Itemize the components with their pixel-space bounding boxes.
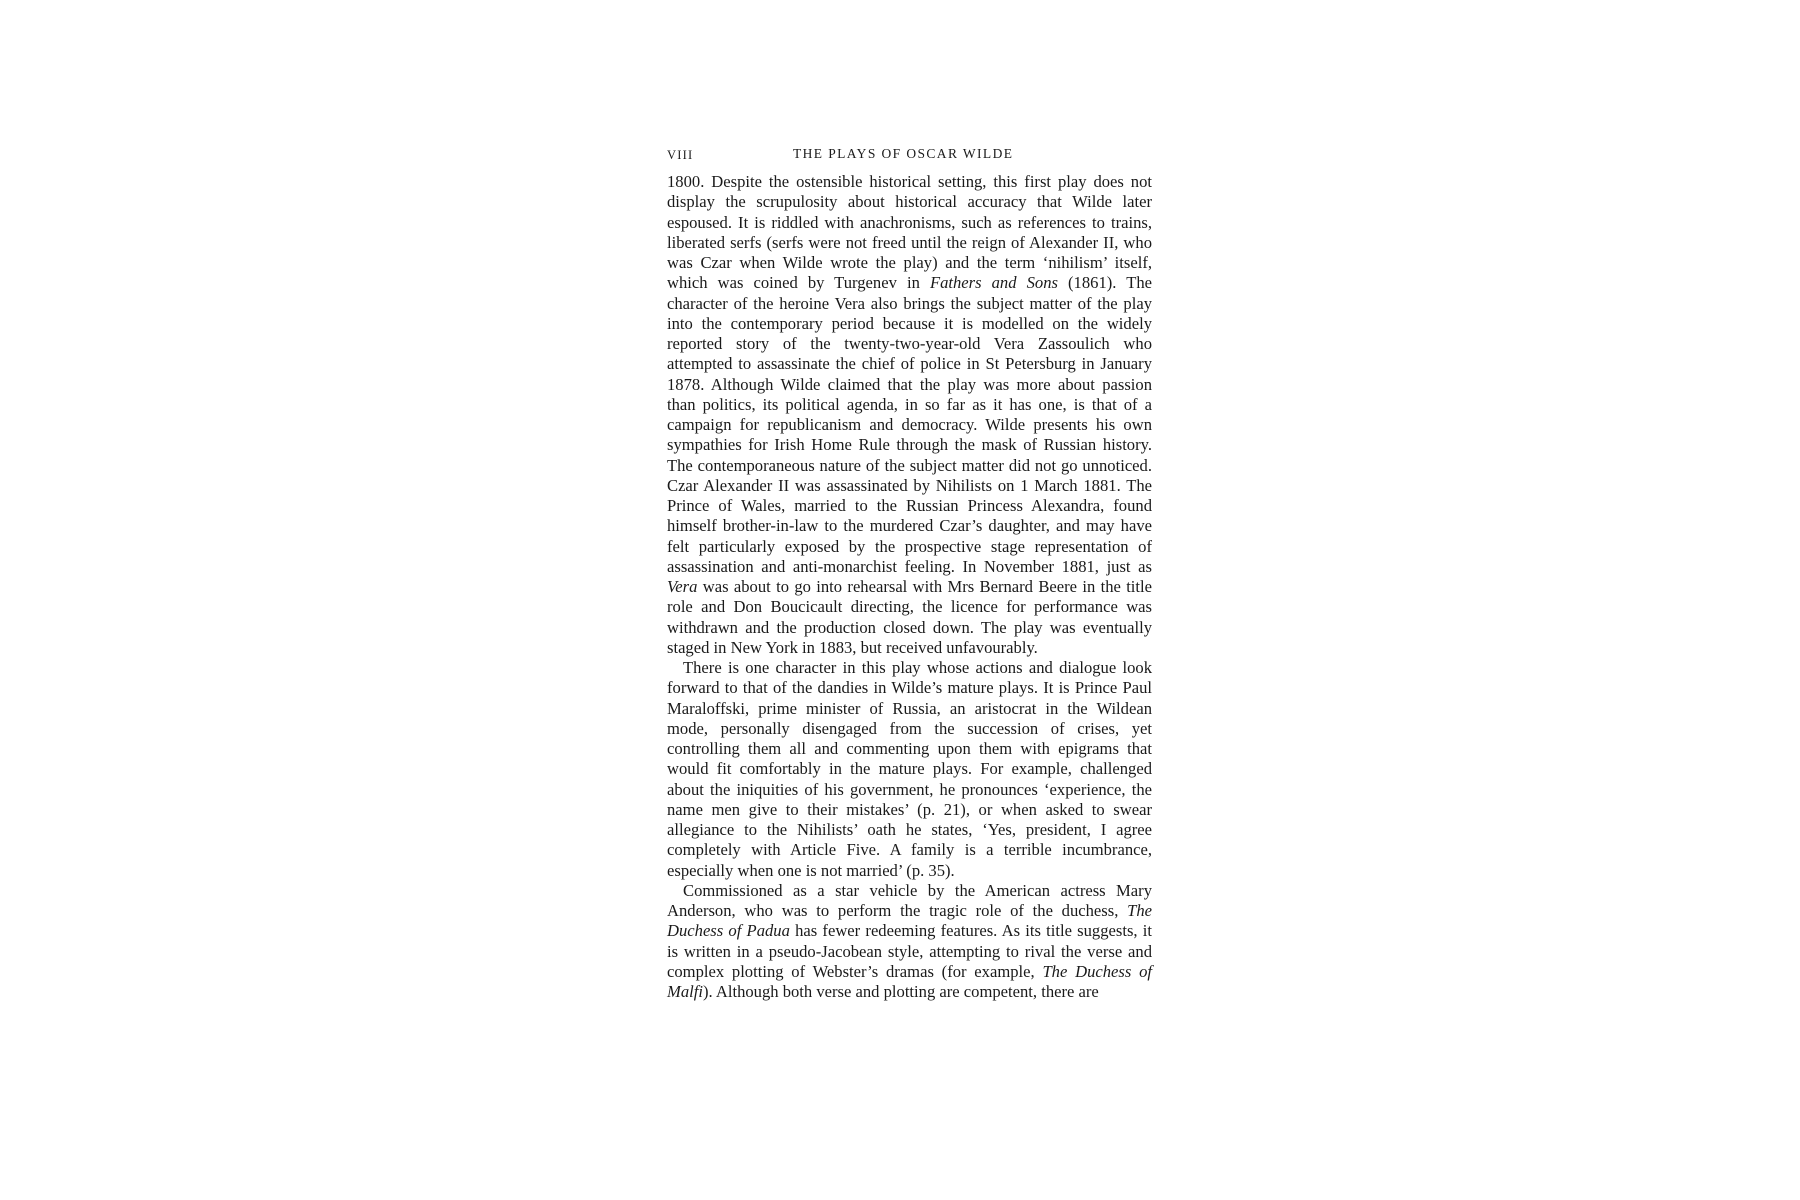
italic-title: The Duchess of Malfi — [667, 961, 1152, 1001]
page-number: VIII — [667, 148, 694, 162]
text-run: Commissioned as a star vehicle by the American actress Mary Anderson, who was to perform the tragic role of the duchess, — [667, 880, 1152, 920]
text-run: has fewer redeeming features. As its title suggests, it is written in a pseudo-Jacobean style, attempting to rival the verse and complex plotting of Webster’s dramas (for example, — [667, 921, 1152, 981]
text-run: was about to go into rehearsal with Mrs Bernard Beere in the title role and Don Boucicault directing, the licence for performance was withdrawn and the production closed down. The play was eventually staged in New York in 1883, but received unfavourably. — [667, 577, 1152, 657]
italic-title: The Duchess of Padua — [667, 901, 1152, 941]
paragraph — [667, 172, 1152, 658]
paragraph — [667, 658, 1152, 881]
paragraph — [667, 881, 1152, 1003]
text-run: ). Although both verse and plotting are competent, there are — [702, 982, 1099, 1001]
text-run: 1800. Despite the ostensible historical setting, this first play does not display the scrupulosity about historical accuracy that Wilde later espoused. It is riddled with anachronisms, such as references to trains, liberated serfs (serfs were not freed until the reign of Alexander II, who was Czar when Wilde wrote the play) and the term ‘nihilism’ itself, which was coined by Turgenev in — [667, 172, 1152, 293]
running-title: THE PLAYS OF OSCAR WILDE — [793, 146, 1014, 161]
running-head — [667, 144, 1152, 172]
text-run: There is one character in this play whose actions and dialogue look forward to that of the dandies in Wilde’s mature plays. It is Prince Paul Maraloffski, prime minister of Russia, an aristocrat in the Wildean mode, personally disengaged from the succession of crises, yet controlling them all and commenting upon them with epigrams that would fit comfortably in the mature plays. For example, challenged about the iniquities of his government, he pronounces ‘experience, the name men give to their mistakes’ (p. 21), or when asked to swear allegiance to the Nihilists’ oath he states, ‘Yes, president, I agree completely with Article Five. A family is a terrible incumbrance, especially when one is not married’ (p. 35). — [667, 658, 1152, 880]
text-block — [667, 144, 1152, 1002]
italic-title: Vera — [667, 577, 698, 596]
text-run: (1861). The character of the heroine Vera also brings the subject matter of the play into the contemporary period because it is modelled on the widely reported story of the twenty-two-year-old Vera Zassoulich who attempted to assassinate the chief of police in St Petersburg in January 1878. Although Wilde claimed that the play was more about passion than politics, its political agenda, in so far as it has one, is that of a campaign for republicanism and democracy. Wilde presents his own sympathies for Irish Home Rule through the mask of Russian history. The contemporaneous nature of the subject matter did not go unnoticed. Czar Alexander II was assassinated by Nihilists on 1 March 1881. The Prince of Wales, married to the Russian Princess Alexandra, found himself brother-in-law to the murdered Czar’s daughter, and may have felt particularly exposed by the prospective stage representation of assassination and anti-monarchist feeling. In November 1881, just as — [667, 273, 1152, 576]
italic-title: Fathers and Sons — [929, 273, 1058, 293]
